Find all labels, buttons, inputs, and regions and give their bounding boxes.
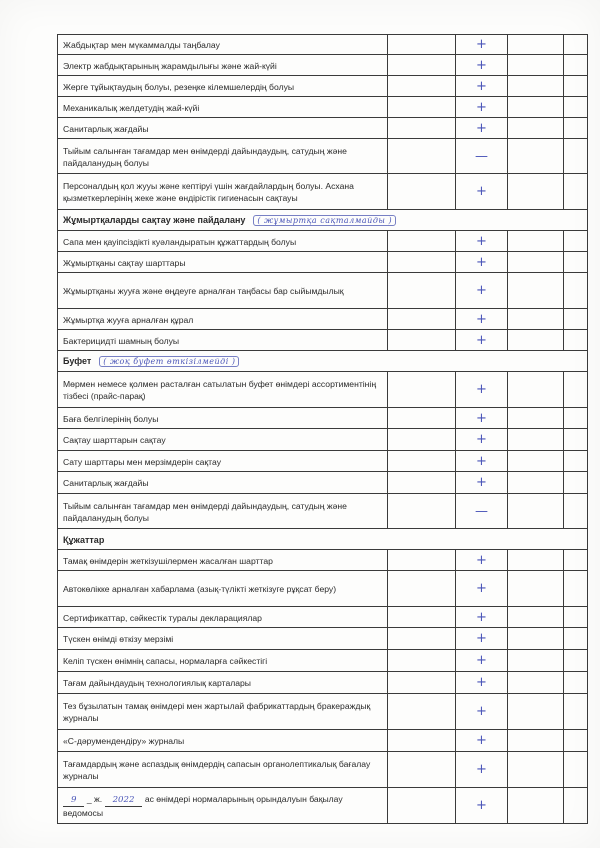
table-row bbox=[58, 472, 588, 494]
check-mark: + bbox=[456, 273, 508, 309]
row-label: Жұмыртқа жууға арналған құрал bbox=[58, 309, 388, 330]
check-mark: + bbox=[456, 97, 508, 118]
row-label: Тамақ өнімдерін жеткізушілермен жасалған шарттар bbox=[58, 550, 388, 571]
check-mark: + bbox=[456, 309, 508, 330]
table-row bbox=[58, 231, 588, 252]
table-row bbox=[58, 571, 588, 607]
table-row bbox=[58, 252, 588, 273]
row-label: «С-дәрумендендіру» журналы bbox=[58, 730, 388, 752]
section-title: Құжаттар bbox=[58, 529, 588, 550]
check-mark: + bbox=[456, 174, 508, 210]
check-mark: + bbox=[456, 550, 508, 571]
row-label: Сату шарттары мен мерзімдерін сақтау bbox=[58, 451, 388, 472]
check-mark: + bbox=[456, 35, 508, 55]
row-label: Санитарлық жағдайы bbox=[58, 472, 388, 494]
row-label: 9 _ ж. 2022 ас өнімдері нормаларының орындалуын бақылау ведомосы bbox=[58, 788, 388, 824]
dash-mark: — bbox=[456, 494, 508, 529]
table-row bbox=[58, 650, 588, 672]
check-mark: + bbox=[456, 429, 508, 451]
table-row bbox=[58, 408, 588, 429]
table-row bbox=[58, 607, 588, 628]
handwritten-year: 2022 bbox=[105, 794, 143, 807]
row-label: Келіп түскен өнімнің сапасы, нормаларға сәйкестігі bbox=[58, 650, 388, 672]
check-mark: + bbox=[456, 76, 508, 97]
row-label: Түскен өнімді өткізу мерзімі bbox=[58, 628, 388, 650]
check-mark: + bbox=[456, 788, 508, 824]
check-mark: + bbox=[456, 571, 508, 607]
inspection-checklist-table bbox=[57, 34, 588, 824]
table-row bbox=[58, 730, 588, 752]
handwritten-note: ( жұмыртқа сақталмайды ) bbox=[253, 215, 396, 226]
row-label: Тағам дайындаудың технологиялық карталары bbox=[58, 672, 388, 694]
check-mark: + bbox=[456, 607, 508, 628]
row-label: Тағамдардың және аспаздық өнімдердің сапасын органолептикалық бағалау журналы bbox=[58, 752, 388, 788]
row-label: Электр жабдықтарының жарамдылығы және жай-күйі bbox=[58, 55, 388, 76]
check-mark: + bbox=[456, 752, 508, 788]
row-label: Тыйым салынған тағамдар мен өнімдерді дайындаудың, сатудың және пайдаланудың болуы bbox=[58, 139, 388, 174]
row-label: Жұмыртқаны жууға және өңдеуге арналған таңбасы бар сыйымдылық bbox=[58, 273, 388, 309]
row-label: Жерге тұйықтаудың болуы, резеңке кілемшелердің болуы bbox=[58, 76, 388, 97]
table-row bbox=[58, 788, 588, 824]
row-label: Сертификаттар, сәйкестік туралы декларациялар bbox=[58, 607, 388, 628]
section-title: Жұмыртқаларды сақтау және пайдалану ( жұмыртқа сақталмайды ) bbox=[58, 210, 588, 231]
check-mark: + bbox=[456, 672, 508, 694]
check-mark: + bbox=[456, 472, 508, 494]
check-mark: + bbox=[456, 55, 508, 76]
table-row bbox=[58, 273, 588, 309]
table-row bbox=[58, 628, 588, 650]
row-label: Баға белгілерінің болуы bbox=[58, 408, 388, 429]
row-label: Персоналдың қол жууы және кептіруі үшін жағдайлардың болуы. Асхана қызметкерлерінің жеке және өндірістік гигиенасын сақтауы bbox=[58, 174, 388, 210]
check-mark: + bbox=[456, 372, 508, 408]
row-label: Жұмыртқаны сақтау шарттары bbox=[58, 252, 388, 273]
table-row bbox=[58, 97, 588, 118]
table-row bbox=[58, 55, 588, 76]
row-label: Бактерицидті шамның болуы bbox=[58, 330, 388, 351]
section-header-row bbox=[58, 529, 588, 550]
section-header-row bbox=[58, 210, 588, 231]
check-mark: + bbox=[456, 408, 508, 429]
table-row bbox=[58, 35, 588, 55]
row-label: Тез бұзылатын тамақ өнімдері мен жартылай фабрикаттардың бракераждық журналы bbox=[58, 694, 388, 730]
check-mark: + bbox=[456, 451, 508, 472]
row-label: Сақтау шарттарын сақтау bbox=[58, 429, 388, 451]
section-header-row bbox=[58, 351, 588, 372]
row-label: Санитарлық жағдайы bbox=[58, 118, 388, 139]
check-mark: + bbox=[456, 730, 508, 752]
row-label: Сапа мен қауіпсіздікті куәландыратын құжаттардың болуы bbox=[58, 231, 388, 252]
table-row bbox=[58, 174, 588, 210]
table-row bbox=[58, 330, 588, 351]
table-row bbox=[58, 76, 588, 97]
row-label: Жабдықтар мен мүкаммалды таңбалау bbox=[58, 35, 388, 55]
check-mark: + bbox=[456, 650, 508, 672]
dash-mark: — bbox=[456, 139, 508, 174]
check-mark: + bbox=[456, 330, 508, 351]
section-title: Буфет ( жоқ буфет өткізілмейді ) bbox=[58, 351, 588, 372]
table-row bbox=[58, 451, 588, 472]
row-label: Автокөлікке арналған хабарлама (азық-түлікті жеткізуге рұқсат беру) bbox=[58, 571, 388, 607]
handwritten-month: 9 bbox=[63, 794, 84, 807]
row-label: Мөрмен немесе қолмен расталған сатылатын буфет өнімдері ассортиментінің тізбесі (прайс-парақ) bbox=[58, 372, 388, 408]
table-row bbox=[58, 139, 588, 174]
table-row bbox=[58, 752, 588, 788]
table-row bbox=[58, 550, 588, 571]
row-label: Тыйым салынған тағамдар мен өнімдерді дайындаудың, сатудың және пайдаланудың болуы bbox=[58, 494, 388, 529]
check-mark: + bbox=[456, 118, 508, 139]
check-mark: + bbox=[456, 231, 508, 252]
check-mark: + bbox=[456, 252, 508, 273]
table-row bbox=[58, 672, 588, 694]
handwritten-note: ( жоқ буфет өткізілмейді ) bbox=[99, 356, 239, 367]
table-row bbox=[58, 372, 588, 408]
table-row bbox=[58, 429, 588, 451]
check-mark: + bbox=[456, 694, 508, 730]
table-row bbox=[58, 694, 588, 730]
check-mark: + bbox=[456, 628, 508, 650]
table-row bbox=[58, 494, 588, 529]
row-label: Механикалық желдетудің жай-күйі bbox=[58, 97, 388, 118]
table-row bbox=[58, 309, 588, 330]
table-row bbox=[58, 118, 588, 139]
